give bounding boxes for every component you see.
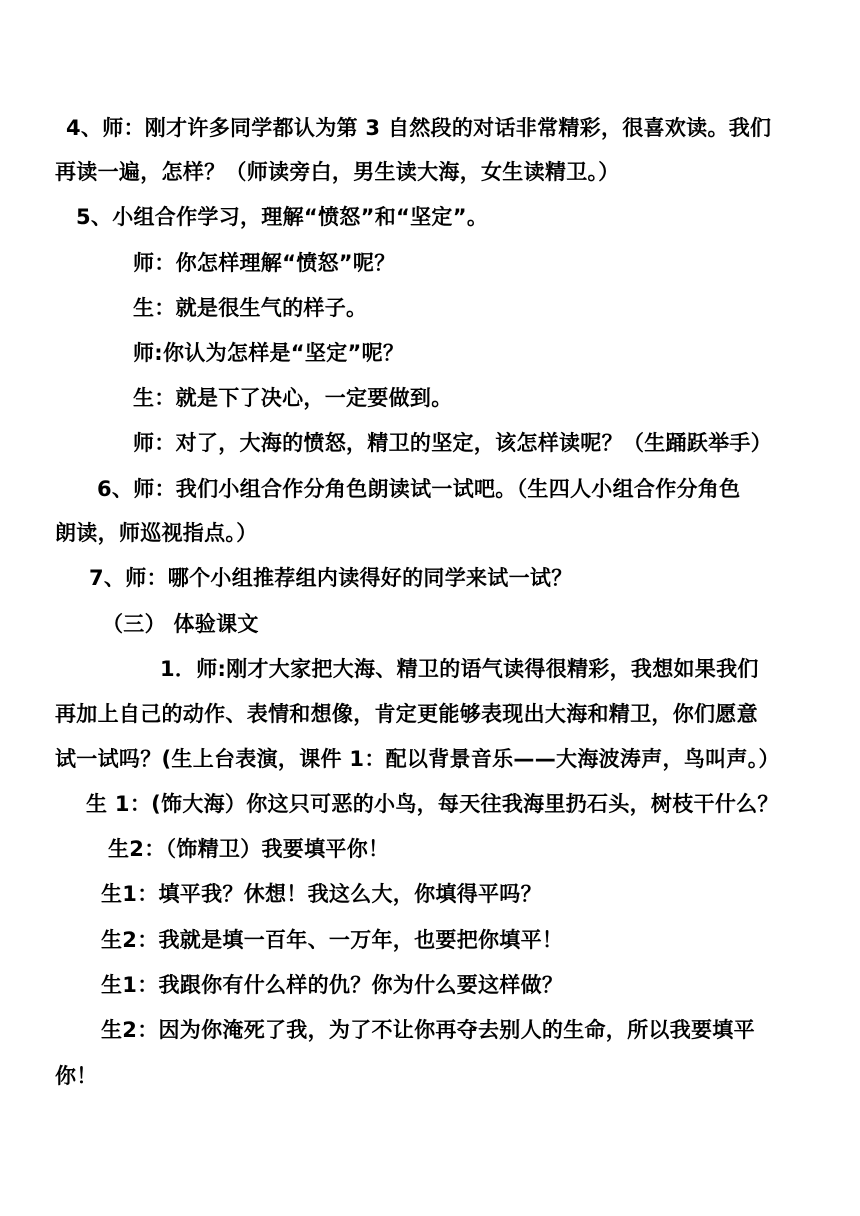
section-heading: （三） 体验课文 bbox=[102, 612, 259, 636]
dialogue-line: 生2：（饰精卫）我要填平你！ bbox=[108, 837, 390, 861]
paragraph-line: 师:你认为怎样是“坚定”呢？ bbox=[133, 341, 405, 365]
paragraph-line: 再加上自己的动作、表情和想像，肯定更能够表现出大海和精卫，你们愿意 bbox=[55, 702, 758, 726]
paragraph-line: 再读一遍，怎样？（师读旁白，男生读大海，女生读精卫。） bbox=[55, 160, 620, 184]
paragraph-line: 5、小组合作学习，理解“愤怒”和“坚定”。 bbox=[76, 205, 489, 229]
paragraph-line: 生：就是很生气的样子。 bbox=[133, 296, 368, 320]
dialogue-line: 你！ bbox=[55, 1064, 98, 1088]
dialogue-line: 生2：因为你淹死了我，为了不让你再夺去别人的生命，所以我要填平 bbox=[101, 1018, 755, 1042]
paragraph-line: 1．师:刚才大家把大海、精卫的语气读得很精彩，我想如果我们 bbox=[160, 657, 759, 681]
dialogue-line: 生1：填平我？休想！我这么大，你填得平吗？ bbox=[101, 882, 542, 906]
paragraph-line: 师：你怎样理解“愤怒”呢？ bbox=[133, 251, 396, 275]
paragraph-line: 7、师：哪个小组推荐组内读得好的同学来试一试？ bbox=[89, 566, 573, 590]
paragraph-line: 师：对了，大海的愤怒，精卫的坚定，该怎样读呢？（生踊跃举手） bbox=[133, 431, 772, 455]
paragraph-line: 朗读，师巡视指点。） bbox=[55, 521, 258, 545]
paragraph-line: 试一试吗？(生上台表演，课件 1：配以背景音乐——大海波涛声，鸟叫声。） bbox=[55, 747, 780, 771]
dialogue-line: 生 1：(饰大海）你这只可恶的小鸟，每天往我海里扔石头，树枝干什么？ bbox=[86, 792, 779, 816]
dialogue-line: 生2：我就是填一百年、一万年，也要把你填平！ bbox=[101, 928, 564, 952]
paragraph-line: 生：就是下了决心，一定要做到。 bbox=[133, 386, 453, 410]
paragraph-line: 6、师：我们小组合作分角色朗读试一试吧。（生四人小组合作分角色 bbox=[97, 477, 741, 501]
dialogue-line: 生1：我跟你有什么样的仇？你为什么要这样做？ bbox=[101, 973, 564, 997]
paragraph-line: 4、师：刚才许多同学都认为第 3 自然段的对话非常精彩，很喜欢读。我们 bbox=[66, 116, 772, 140]
